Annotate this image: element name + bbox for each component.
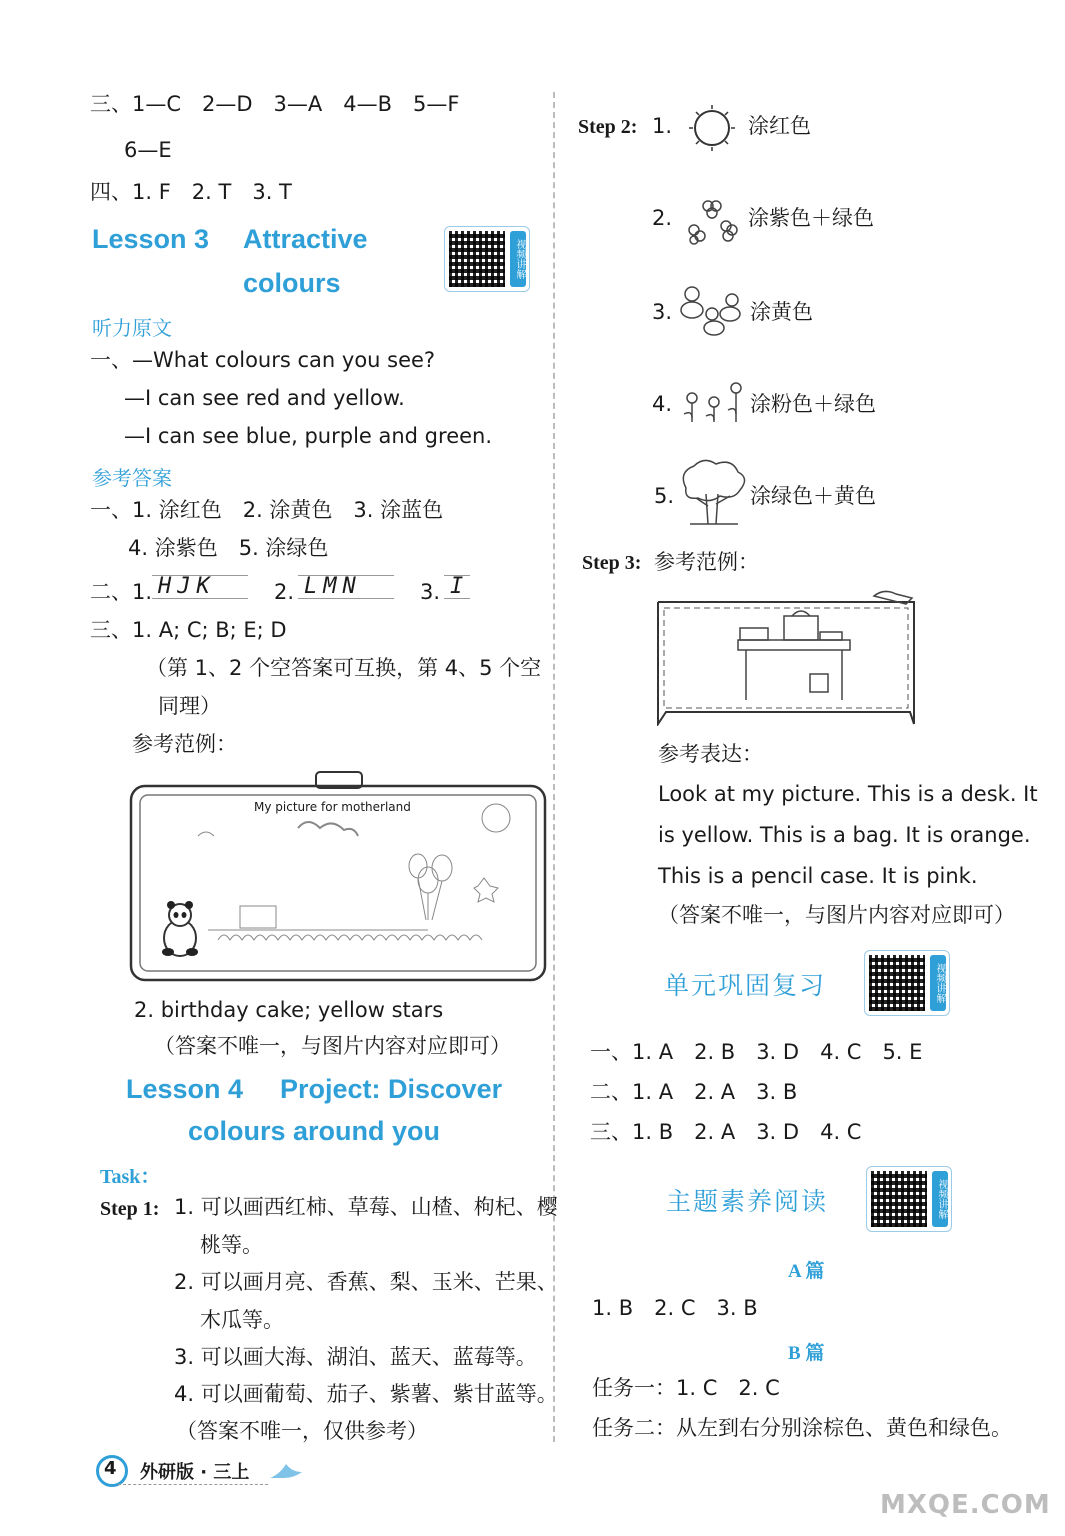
answer2-prefix: 二、1.	[90, 580, 153, 604]
part-a-answers: 1. B 2. C 3. B	[592, 1296, 758, 1320]
section4-line: 四、1. F 2. T 3. T	[90, 180, 292, 204]
step3-text: 参考范例：	[654, 550, 759, 574]
task2-answers: 任务二：从左到右分别涂棕色、黄色和绿色。	[592, 1416, 1012, 1440]
part-a-heading: A 篇	[788, 1261, 825, 1282]
flowers-icon	[680, 378, 748, 424]
lesson3-title-line2: colours	[243, 268, 341, 298]
grapes-icon	[686, 196, 742, 246]
step1-item2b: 木瓜等。	[200, 1308, 284, 1332]
step2-item4: 涂粉色＋绿色	[750, 392, 876, 416]
qr-code-icon	[449, 231, 505, 287]
step1-label: Step 1:	[100, 1198, 160, 1220]
qr-code-theme-reading[interactable]	[866, 1166, 952, 1232]
qr-tag: 视频讲解	[930, 955, 946, 1011]
section3-line1: 三、1—C 2—D 3—A 4—B 5—F	[90, 92, 460, 116]
handwriting-answer-1: HJK	[158, 574, 216, 599]
step1-item4: 4. 可以画葡萄、茄子、紫薯、紫甘蓝等。	[174, 1382, 558, 1406]
step2-item3-num: 3.	[652, 300, 673, 324]
answer-heading: 参考答案	[92, 466, 172, 490]
step2-item2-num: 2.	[652, 206, 673, 230]
step2-label: Step 2:	[578, 116, 638, 138]
step2-item5-num: 5.	[654, 484, 675, 508]
qr-code-lesson3[interactable]	[444, 226, 530, 292]
task1-answers: 任务一：1. C 2. C	[592, 1376, 780, 1400]
section3-line2: 6—E	[124, 138, 172, 162]
step1-item1a: 1. 可以画西红柿、草莓、山楂、枸杞、樱	[174, 1195, 558, 1219]
listen-line2: —I can see red and yellow.	[124, 386, 405, 410]
step2-item5: 涂绿色＋黄色	[750, 484, 876, 508]
handwriting-answer-3: I	[450, 574, 470, 599]
footer-book-label: 外研版 · 三上	[140, 1462, 250, 1483]
step2-item2: 涂紫色＋绿色	[748, 206, 874, 230]
answer3-note3: （答案不唯一，与图片内容对应即可）	[154, 1034, 511, 1058]
listen-line3: —I can see blue, purple and green.	[124, 424, 493, 448]
page-number: 4	[104, 1458, 117, 1479]
step1-item2a: 2. 可以画月亮、香蕉、梨、玉米、芒果、	[174, 1270, 558, 1294]
step1-item3: 3. 可以画大海、湖泊、蓝天、蓝莓等。	[174, 1345, 537, 1369]
desk-picture	[652, 588, 924, 726]
qr-code-unit-review[interactable]	[864, 950, 950, 1016]
answer3-line1: 三、1. A; C; B; E; D	[90, 618, 287, 642]
tree-icon	[676, 458, 752, 530]
answer3-note2: 同理）	[158, 694, 221, 718]
handwriting-answer-2: LMN	[304, 574, 362, 599]
expression-line3: This is a pencil case. It is pink.	[658, 864, 978, 888]
listen-line1: 一、—What colours can you see?	[90, 348, 436, 372]
step1-item1b: 桃等。	[200, 1233, 263, 1257]
watermark: MXQE.COM	[880, 1490, 1051, 1520]
answer1-line1: 一、1. 涂红色 2. 涂黄色 3. 涂蓝色	[90, 498, 444, 522]
expression-label: 参考表达：	[658, 742, 763, 766]
answer2-num2: 2.	[274, 580, 295, 604]
bird-icon	[268, 1458, 304, 1484]
step3-label: Step 3:	[582, 552, 642, 574]
theme-reading-heading: 主题素养阅读	[666, 1187, 829, 1216]
task-label: Task：	[100, 1166, 161, 1188]
step1-note: （答案不唯一，仅供参考）	[176, 1419, 428, 1443]
example-label: 参考范例：	[132, 732, 237, 756]
answer3-note1: （第 1、2 个空答案可互换，第 4、5 个空	[146, 656, 542, 680]
answer1-line2: 4. 涂紫色 5. 涂绿色	[128, 536, 329, 560]
lesson3-title-line1: Attractive	[243, 224, 368, 254]
unit-review-line2: 二、1. A 2. A 3. B	[590, 1080, 798, 1104]
step2-item3: 涂黄色	[750, 300, 813, 324]
expression-note: （答案不唯一，与图片内容对应即可）	[658, 903, 1015, 927]
picture-caption: My picture for motherland	[254, 800, 411, 814]
qr-code-icon	[871, 1171, 927, 1227]
panda-icon	[162, 901, 198, 956]
footer-line	[118, 1484, 268, 1485]
qr-tag: 视频讲解	[932, 1171, 948, 1227]
lesson4-title-line2: colours around you	[188, 1116, 441, 1146]
lesson4-label: Lesson 4	[126, 1074, 244, 1104]
step2-item1: 涂红色	[748, 114, 811, 138]
expression-line2: is yellow. This is a bag. It is orange.	[658, 823, 1031, 847]
part-b-heading: B 篇	[788, 1343, 825, 1364]
answer2-num3: 3.	[420, 580, 441, 604]
column-divider	[553, 92, 555, 1442]
step2-item1-num: 1.	[652, 114, 673, 138]
expression-line1: Look at my picture. This is a desk. It	[658, 782, 1038, 806]
unit-review-heading: 单元巩固复习	[664, 971, 827, 1000]
step2-item4-num: 4.	[652, 392, 673, 416]
unit-review-line1: 一、1. A 2. B 3. D 4. C 5. E	[590, 1040, 923, 1064]
sun-icon	[688, 104, 736, 152]
listen-heading: 听力原文	[92, 316, 172, 340]
answer3-item2: 2. birthday cake; yellow stars	[134, 998, 444, 1022]
ducks-icon	[676, 282, 746, 338]
qr-tag: 视频讲解	[510, 231, 526, 287]
lesson3-label: Lesson 3	[92, 224, 210, 254]
unit-review-line3: 三、1. B 2. A 3. D 4. C	[590, 1120, 862, 1144]
lesson4-title-line1: Project: Discover	[280, 1074, 503, 1104]
qr-code-icon	[869, 955, 925, 1011]
